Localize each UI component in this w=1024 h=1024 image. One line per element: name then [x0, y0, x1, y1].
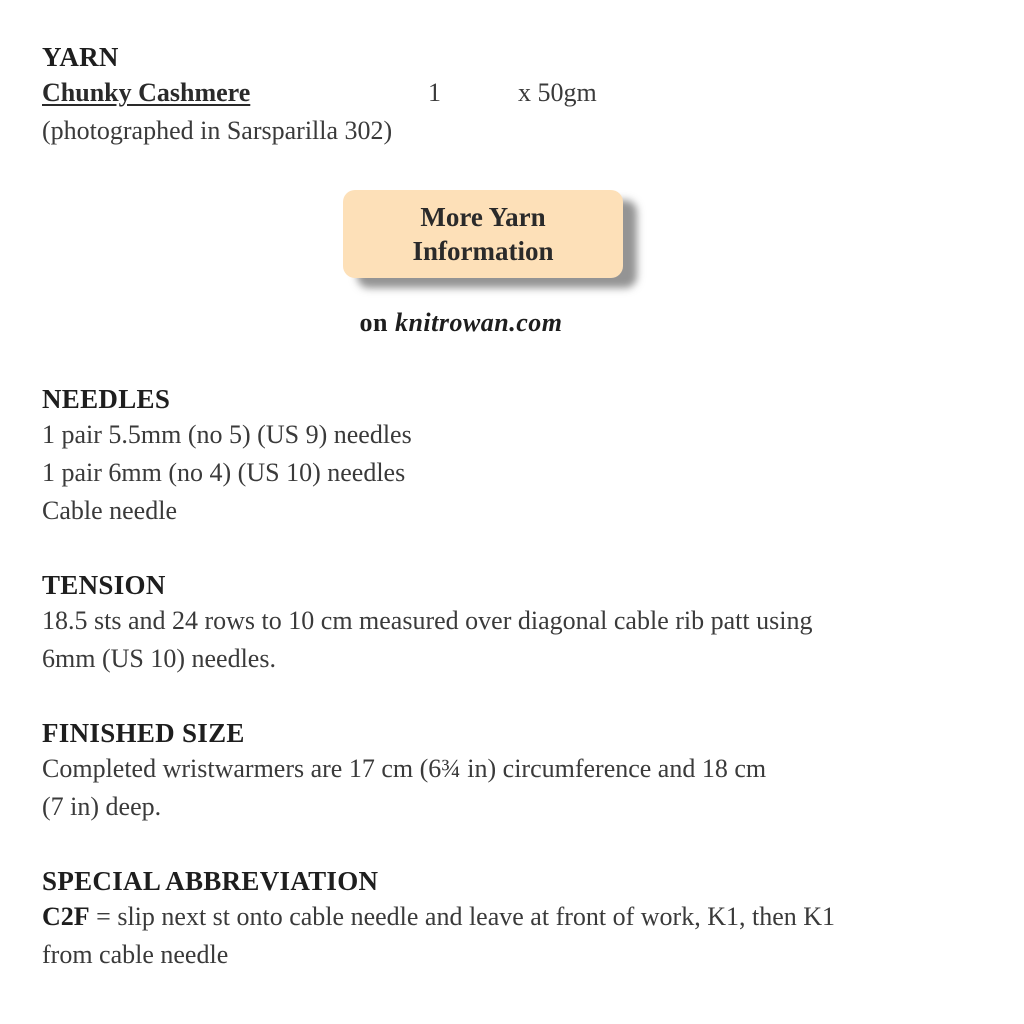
- site-link[interactable]: knitrowan.com: [394, 308, 563, 337]
- yarn-row: [42, 74, 968, 112]
- site-prefix: on: [359, 308, 388, 337]
- more-info-button-wrap: [42, 190, 968, 278]
- finished-size-line-2: (7 in) deep.: [42, 792, 162, 821]
- special-abbreviation-heading: SPECIAL ABBREVIATION: [42, 866, 379, 896]
- more-yarn-information-button[interactable]: [343, 190, 623, 278]
- button-line-1: More Yarn: [420, 202, 546, 232]
- finished-size-heading: FINISHED SIZE: [42, 718, 245, 748]
- needles-heading: NEEDLES: [42, 384, 171, 414]
- yarn-name: Chunky Cashmere: [42, 78, 251, 107]
- site-line: [0, 308, 924, 338]
- needles-item: 1 pair 5.5mm (no 5) (US 9) needles: [42, 420, 412, 449]
- finished-size-line-1: Completed wristwarmers are 17 cm (6¾ in) circumference and 18 cm: [42, 754, 767, 783]
- yarn-weight: x 50gm: [518, 78, 597, 107]
- needles-item: Cable needle: [42, 496, 177, 525]
- tension-line-1: 18.5 sts and 24 rows to 10 cm measured over diagonal cable rib patt using: [42, 606, 813, 635]
- yarn-quantity: 1: [428, 78, 441, 107]
- needles-item: 1 pair 6mm (no 4) (US 10) needles: [42, 458, 406, 487]
- yarn-heading: YARN: [42, 42, 119, 72]
- yarn-photographed-note: (photographed in Sarsparilla 302): [42, 116, 393, 145]
- needles-section: [42, 382, 968, 530]
- abbreviation-definition-1: = slip next st onto cable needle and leave at front of work, K1, then K1: [89, 902, 836, 931]
- special-abbreviation-section: [42, 864, 968, 974]
- tension-line-2: 6mm (US 10) needles.: [42, 644, 276, 673]
- tension-heading: TENSION: [42, 570, 166, 600]
- button-line-2: Information: [412, 236, 554, 266]
- tension-section: [42, 568, 968, 678]
- abbreviation-line-1: [42, 898, 968, 936]
- abbreviation-definition-2: from cable needle: [42, 940, 229, 969]
- abbreviation-term: C2F: [42, 902, 90, 931]
- pattern-page: [42, 40, 968, 974]
- yarn-section: [42, 40, 968, 150]
- finished-size-section: [42, 716, 968, 826]
